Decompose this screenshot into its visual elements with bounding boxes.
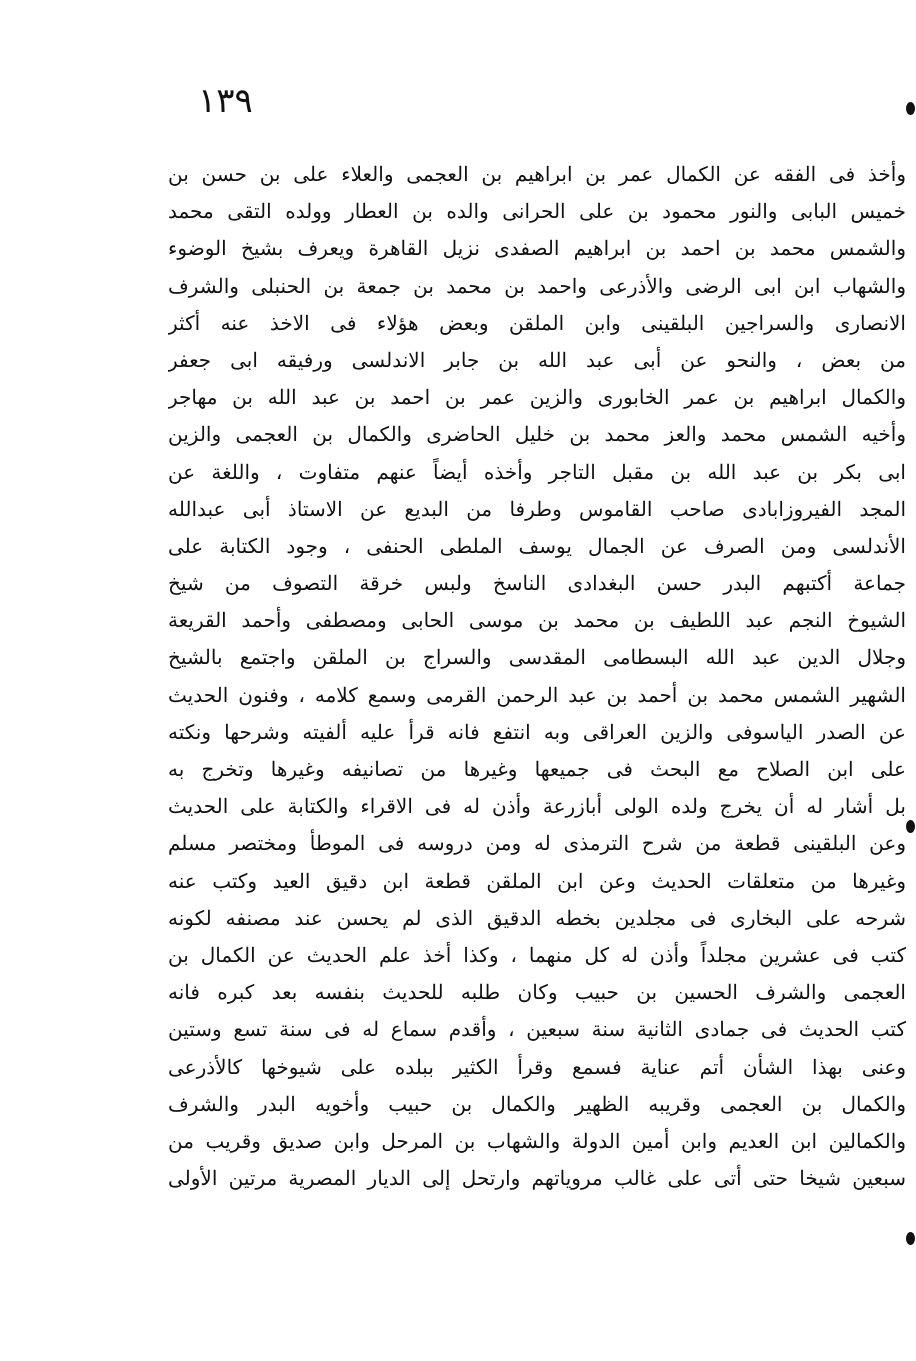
text-line: بل أشار له أن يخرج ولده الولى أبازرعة وأذن له فى الاقراء والكتابة على الحديث [168, 794, 906, 819]
text-line: العجمى والشرف الحسين بن حبيب وكان طلبه للحديث بنفسه بعد كبره فانه [168, 980, 906, 1005]
text-line: والكمالين ابن العديم وابن أمين الدولة والشهاب بن المرحل وابن صديق وقريب من [168, 1128, 906, 1153]
text-line: وعن البلقينى قطعة من شرح الترمذى له ومن دروسه فى الموطأ ومختصر مسلم [168, 831, 906, 856]
text-line: عن الصدر الياسوفى والزين العراقى وبه انتفع فانه قرأ عليه ألفيته وشرحها ونكته [168, 719, 906, 744]
margin-ink-mark [906, 820, 915, 833]
text-line: والشهاب ابن ابى الرضى والأذرعى واحمد بن محمد بن جمعة بن الحنبلى والشرف [168, 273, 906, 298]
text-line: جماعة أكتبهم البدر حسن البغدادى الناسخ ولبس خرقة التصوف من شيخ [168, 571, 906, 596]
text-line: وأخيه الشمس محمد والعز محمد بن خليل الحاضرى والكمال بن العجمى والزين [168, 422, 906, 447]
text-line: الشيوخ النجم عبد اللطيف بن محمد بن موسى الحابى ومصطفى وأحمد القريعة [168, 608, 906, 633]
text-line: وجلال الدين عبد الله البسطامى المقدسى والسراج بن الملقن واجتمع بالشيخ [168, 645, 906, 670]
margin-ink-mark [906, 1232, 915, 1245]
text-line: المجد الفيروزابادى صاحب القاموس وطرفا من البديع عن الاستاذ أبى عبدالله [168, 496, 906, 521]
text-line: خميس البابى والنور محمود بن على الحرانى والده بن العطار وولده التقى محمد [168, 199, 906, 224]
text-line: الانصارى والسراجين البلقينى وابن الملقن وبعض هؤلاء فى الاخذ عنه أكثر [168, 310, 906, 335]
text-line: كتب الحديث فى جمادى الثانية سنة سبعين ، وأقدم سماع له فى سنة تسع وستين [168, 1017, 906, 1042]
margin-ink-mark [906, 102, 915, 115]
text-line: ابى بكر بن عبد الله بن مقبل التاجر وأخذه أيضاً عنهم متفاوت ، واللغة عن [168, 459, 906, 484]
text-line: والشمس محمد بن احمد بن ابراهيم الصفدى نزيل القاهرة ويعرف بشيخ الوضوء [168, 236, 906, 261]
text-line: الشهير الشمس محمد بن أحمد بن عبد الرحمن القرمى وسمع كلامه ، وفنون الحديث [168, 682, 906, 707]
text-line: كتب فى عشرين مجلداً وأذن له كل منهما ، وكذا أخذ علم الحديث عن الكمال بن [168, 942, 906, 967]
text-line: على ابن الصلاح مع البحث فى جميعها وغيرها من تصانيفه وغيرها وتخرج به [168, 757, 906, 781]
text-line: الأندلسى ومن الصرف عن الجمال يوسف الملطى الحنفى ، وجود الكتابة على [168, 533, 906, 558]
text-line: من بعض ، والنحو عن أبى عبد الله بن جابر الاندلسى ورفيقه ابى جعفر [168, 347, 906, 372]
text-line: سبعين شيخا حتى أتى على غالب مروياتهم وارتحل إلى الديار المصرية مرتين الأولى [168, 1166, 906, 1191]
text-line: وأخذ فى الفقه عن الكمال عمر بن ابراهيم بن العجمى والعلاء على بن حسن بن [168, 162, 906, 186]
text-line: وعنى بهذا الشأن أتم عناية فسمع وقرأ الكثير ببلده على شيوخها كالأذرعى [168, 1054, 906, 1079]
text-line: والكمال ابراهيم بن عمر الخابورى والزين عمر بن احمد بن عبد الله بن مهاجر [168, 385, 906, 410]
text-line: والكمال بن العجمى وقريبه الظهير والكمال بن حبيب وأخويه البدر والشرف [168, 1091, 906, 1116]
page-number: ١٣٩ [198, 81, 253, 121]
body-text [168, 156, 906, 1197]
text-line: شرحه على البخارى فى مجلدين بخطه الدقيق الذى لم يحسن عند مصنفه لكونه [168, 905, 906, 930]
text-line: وغيرها من متعلقات الحديث وعن ابن الملقن قطعة ابن دقيق العيد وكتب عنه [168, 868, 906, 893]
